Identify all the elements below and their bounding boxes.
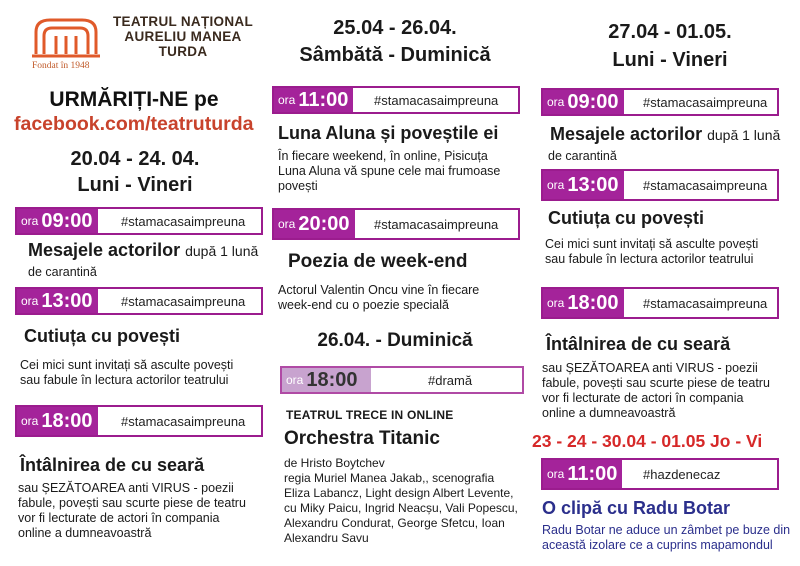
col2-event1-desc bbox=[278, 149, 500, 194]
hashtag[interactable]: #stamacasaimpreuna bbox=[121, 413, 246, 429]
ora-label: ora bbox=[547, 296, 565, 310]
time-value: 11:00 bbox=[298, 88, 349, 111]
ora-label: ora bbox=[21, 214, 39, 228]
col2-event1-tag bbox=[272, 86, 520, 114]
time-value: 18:00 bbox=[306, 368, 358, 391]
hashtag[interactable]: #stamacasaimpreuna bbox=[121, 293, 246, 309]
time-badge bbox=[274, 210, 355, 238]
col3-date: 27.04 - 01.05. bbox=[608, 21, 732, 43]
event-title-rest: după 1 lună bbox=[707, 127, 781, 143]
hashtag[interactable]: #stamacasaimpreuna bbox=[643, 94, 768, 110]
founded-label: Fondat în 1948 bbox=[32, 61, 90, 71]
time-badge bbox=[543, 171, 624, 199]
col1-event2-tag bbox=[15, 287, 263, 315]
theatre-building-icon bbox=[30, 14, 102, 60]
col3-event2-desc bbox=[545, 237, 758, 267]
time-badge bbox=[17, 407, 98, 435]
hashtag[interactable]: #hazdenecaz bbox=[643, 466, 721, 482]
col3-event2-tag bbox=[541, 169, 779, 201]
col3-event1-title bbox=[550, 124, 780, 145]
ora-label: ora bbox=[21, 294, 39, 308]
time-badge bbox=[543, 289, 624, 317]
col2-event2-tag bbox=[272, 208, 520, 240]
col2-event2-desc bbox=[278, 283, 479, 313]
theatre-name-line3: TURDA bbox=[158, 44, 208, 59]
time-badge bbox=[274, 88, 353, 112]
time-value: 13:00 bbox=[567, 173, 619, 196]
col3-event3-desc bbox=[542, 361, 770, 421]
online-label: TEATRUL TRECE IN ONLINE bbox=[286, 408, 454, 422]
col1-event3-desc bbox=[18, 481, 246, 541]
desc-line: sau fabule în lectura actorilor teatrului bbox=[545, 252, 754, 266]
desc-line: povești bbox=[278, 179, 318, 193]
facebook-link[interactable]: facebook.com/teatruturda bbox=[14, 113, 254, 135]
desc-line: sau ȘEZĂTOAREA anti VIRUS - poezii bbox=[542, 361, 758, 375]
event-title-rest: după 1 lună bbox=[185, 243, 259, 259]
desc-line: Luna Aluna vă spune cele mai frumoase bbox=[278, 164, 501, 178]
follow-heading: URMĂRIȚI-NE pe bbox=[49, 88, 219, 111]
theatre-name-line2: AURELIU MANEA bbox=[124, 29, 242, 44]
col2-days: Sâmbătă - Duminică bbox=[299, 44, 491, 66]
col2-sunday: 26.04. - Duminică bbox=[317, 330, 473, 351]
col2-date: 25.04 - 26.04. bbox=[333, 17, 457, 39]
special-dates: 23 - 24 - 30.04 - 01.05 Jo - Vi bbox=[532, 431, 763, 451]
time-badge bbox=[282, 368, 371, 392]
hashtag[interactable]: #stamacasaimpreuna bbox=[121, 213, 246, 229]
hashtag[interactable]: #stamacasaimpreuna bbox=[374, 92, 499, 108]
time-value: 09:00 bbox=[567, 90, 619, 113]
col3-event3-title: Întâlnirea de cu seară bbox=[546, 334, 731, 354]
event-title-text: Mesajele actorilor bbox=[28, 240, 181, 260]
ora-label: ora bbox=[547, 95, 565, 109]
desc-line: week-end cu o poezie specială bbox=[278, 298, 449, 312]
desc-line: sau ȘEZĂTOAREA anti VIRUS - poezii bbox=[18, 481, 234, 495]
desc-line: această izolare ce a cuprins mapamondul bbox=[542, 538, 773, 552]
theatre-logo bbox=[30, 14, 102, 60]
desc-line: vor fi lecturate de actori în compania bbox=[18, 511, 220, 525]
credit-line: regia Muriel Manea Jakab,, scenografia bbox=[284, 471, 495, 485]
credit-line: Eliza Labancz, Light design Albert Levente, bbox=[284, 486, 514, 500]
play-title: Orchestra Titanic bbox=[284, 428, 440, 449]
col2-drama-tag bbox=[280, 366, 524, 394]
play-credits bbox=[284, 456, 518, 546]
desc-line: online a dumneavoastră bbox=[542, 406, 676, 420]
col1-event2-desc bbox=[20, 358, 233, 388]
credit-line: Alexandru Condurat, George Sfetcu, Ioan bbox=[284, 516, 505, 530]
col3-event3-tag bbox=[541, 287, 779, 319]
col1-event1-tag bbox=[15, 207, 263, 235]
col1-event1-title bbox=[28, 240, 258, 261]
desc-line: Radu Botar ne aduce un zâmbet pe buze din bbox=[542, 523, 791, 537]
hashtag[interactable]: #dramă bbox=[428, 372, 473, 388]
time-badge bbox=[17, 209, 98, 233]
col1-date: 20.04 - 24. 04. bbox=[70, 148, 200, 170]
time-badge bbox=[543, 460, 622, 488]
theatre-name bbox=[108, 14, 258, 59]
desc-line: sau fabule în lectura actorilor teatrului bbox=[20, 373, 229, 387]
desc-line: fabule, povești sau scurte piese de teatru bbox=[18, 496, 246, 510]
hashtag[interactable]: #stamacasaimpreuna bbox=[643, 177, 768, 193]
credit-line: de Hristo Boytchev bbox=[284, 456, 385, 470]
desc-line: Cei mici sunt invitați să asculte povești bbox=[20, 358, 234, 372]
theatre-name-line1: TEATRUL NAȚIONAL bbox=[112, 14, 254, 29]
credit-line: Alexandru Savu bbox=[284, 531, 369, 545]
hashtag[interactable]: #stamacasaimpreuna bbox=[374, 216, 499, 232]
col3-special-tag bbox=[541, 458, 779, 490]
desc-line: online a dumneavoastră bbox=[18, 526, 152, 540]
col2-event1-title: Luna Aluna și poveștile ei bbox=[278, 123, 499, 143]
ora-label: ora bbox=[286, 373, 304, 387]
event-title-text: Mesajele actorilor bbox=[550, 124, 703, 144]
col3-event2-title: Cutiuța cu povești bbox=[548, 208, 705, 228]
special-desc bbox=[542, 523, 790, 553]
time-badge bbox=[17, 289, 98, 313]
ora-label: ora bbox=[278, 93, 296, 107]
col3-event1-tag bbox=[541, 88, 779, 116]
col1-days: Luni - Vineri bbox=[77, 174, 193, 196]
col3-days: Luni - Vineri bbox=[612, 49, 728, 71]
hashtag[interactable]: #stamacasaimpreuna bbox=[643, 295, 768, 311]
special-title: O clipă cu Radu Botar bbox=[542, 498, 731, 518]
desc-line: Actorul Valentin Oncu vine în fiecare bbox=[278, 283, 480, 297]
desc-line: Cei mici sunt invitați să asculte povești bbox=[545, 237, 759, 251]
ora-label: ora bbox=[547, 467, 565, 481]
desc-line: În fiecare weekend, în online, Pisicuța bbox=[278, 149, 488, 163]
time-value: 13:00 bbox=[41, 289, 93, 312]
col1-event3-tag bbox=[15, 405, 263, 437]
col2-event2-title: Poezia de week-end bbox=[288, 251, 468, 272]
time-value: 18:00 bbox=[41, 409, 93, 432]
ora-label: ora bbox=[278, 217, 296, 231]
desc-line: vor fi lecturate de actori în compania bbox=[542, 391, 744, 405]
time-value: 18:00 bbox=[567, 291, 619, 314]
col3-event1-desc: de carantină bbox=[548, 149, 617, 163]
col1-event1-desc: de carantină bbox=[28, 265, 97, 279]
ora-label: ora bbox=[547, 178, 565, 192]
credit-line: cu Miky Paicu, Ingrid Neacșu, Vali Popescu, bbox=[284, 501, 518, 515]
ora-label: ora bbox=[21, 414, 39, 428]
time-badge bbox=[543, 90, 624, 114]
col1-event2-title: Cutiuța cu povești bbox=[24, 326, 181, 346]
time-value: 09:00 bbox=[41, 209, 93, 232]
desc-line: fabule, povești sau scurte piese de teatru bbox=[542, 376, 770, 390]
col1-event3-title: Întâlnirea de cu seară bbox=[20, 455, 205, 475]
time-value: 11:00 bbox=[567, 462, 618, 485]
time-value: 20:00 bbox=[298, 212, 350, 235]
